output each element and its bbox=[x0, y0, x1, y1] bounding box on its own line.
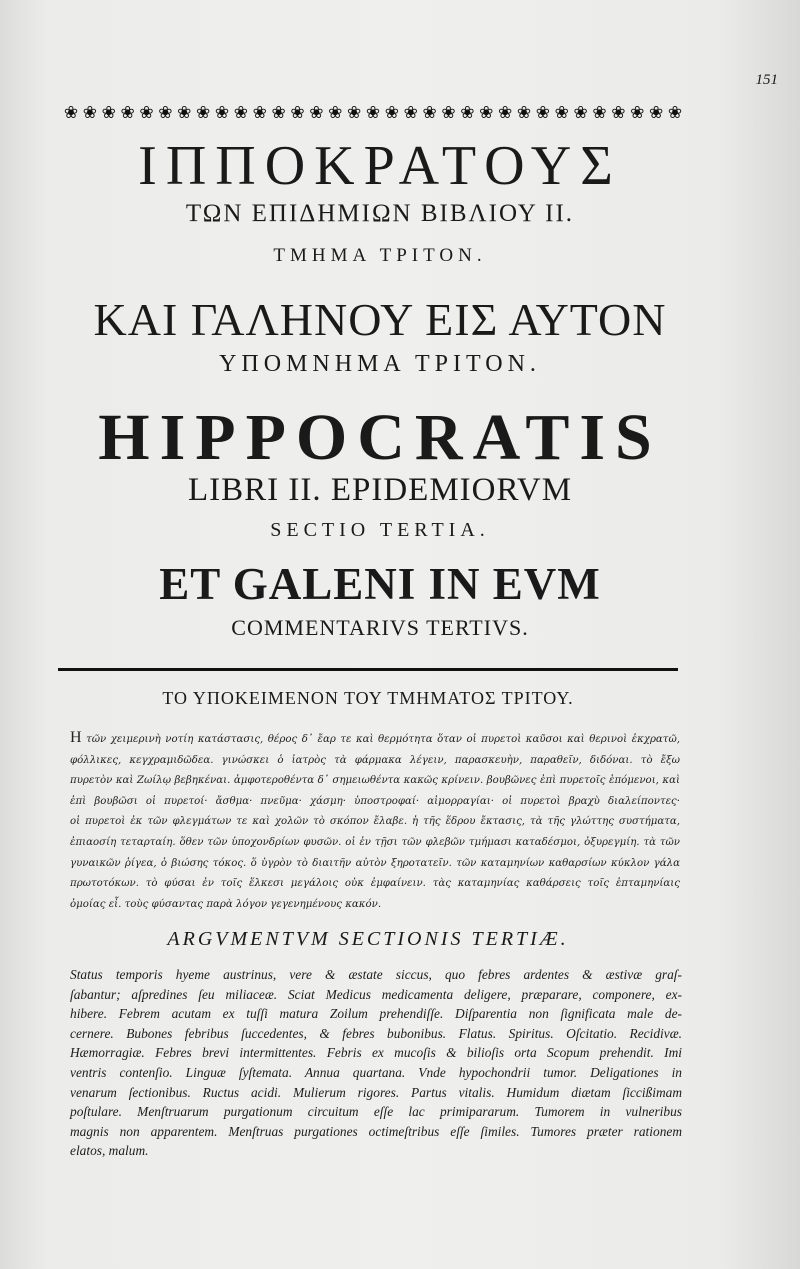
greek-title: ΙΠΠΟΚΡΑΤΟΥΣ bbox=[138, 135, 622, 197]
fleuron-ornament: ❀ bbox=[384, 102, 399, 123]
greek-galen-title: ΚΑΙ ΓΑΛΗΝΟΥ ΕΙΣ ΑΥΤΟΝ bbox=[93, 294, 667, 345]
fleuron-ornament: ❀ bbox=[422, 102, 437, 123]
latin-line: hibere. Febrem acutam ex tuſſi matura Zoilum prehendiſſe. Diſparentia non ſignificata male de- bbox=[70, 1006, 682, 1022]
fleuron-ornament: ❀ bbox=[328, 102, 343, 123]
fleuron-ornament: ❀ bbox=[403, 102, 418, 123]
fleuron-ornament: ❀ bbox=[63, 102, 79, 123]
latin-title: HIPPOCRATIS bbox=[98, 401, 662, 474]
fleuron-ornament: ❀ bbox=[214, 102, 230, 123]
greek-line: οἱ πυρετοὶ ἐκ τῶν φλεγμάτων τε καὶ χολῶν τὸ σκόπον ἔλαβε. ἡ τῆς ἕδρου ἔκτασις, τὰ τῆς γλώττης συστήματα, bbox=[70, 816, 680, 828]
fleuron-ornament: ❀ bbox=[441, 102, 456, 123]
fleuron-ornament: ❀ bbox=[120, 102, 135, 123]
greek-section: ΤΜΗΜΑ ΤΡΙΤΟΝ. bbox=[273, 245, 487, 266]
latin-argument-heading: ARGVMENTVM SECTIONIS TERTIÆ. bbox=[167, 928, 569, 950]
fleuron-ornament: ❀ bbox=[649, 102, 664, 123]
greek-argument-text bbox=[70, 728, 680, 915]
greek-line: ἐπιαοσίη τεταρταίη. ὅθεν τῶν ὑποχονδρίων φυσῶν. οἱ ἐν τῇσι τῶν φλεβῶν τμήμασι καταδέσμοι, ὀξυρεγμίη. τὰ τῶν bbox=[70, 836, 680, 848]
latin-line: ſabantur; aſpredines ſeu miliaceæ. Sciat Medicus medicamenta deligere, præparare, componere, ex- bbox=[70, 986, 682, 1002]
greek-line: Η τῶν χειμερινὴ νοτίη κατάστασις, θέρος δ᾽ ἔαρ τε καὶ θερμότητα ὅταν οἱ πυρετοὶ καῦσοι καὶ θερινοὶ ἐκχρατῶ, bbox=[70, 729, 680, 746]
latin-line: elatos, malum. bbox=[70, 1143, 149, 1159]
greek-subtitle: ΤΩΝ ΕΠΙΔΗΜΙΩΝ ΒΙΒΛΙΟΥ ΙΙ. bbox=[185, 200, 575, 227]
fleuron-ornament: ❀ bbox=[592, 102, 607, 123]
latin-section: SECTIO TERTIA. bbox=[270, 519, 490, 541]
greek-line: πρωτοτόκων. τὸ φύσαι ἐν τοῖς ἕλκεσι μεγάλοις οὐκ ἐμφαίνειν. τὰς καταμηνίας καθάρσεις τοῖς ἑπταμηνίαις bbox=[70, 878, 680, 890]
fleuron-ornament: ❀ bbox=[667, 102, 683, 123]
greek-line: πυρετὸν καὶ Ζωίλῳ βεβηκέναι. ἀμφοτεροθέντα δ᾽ σημειωθέντα κακῶς κρίνειν. βουβῶνες ἐπὶ πυρετοῖς ἑπόμενοι, καὶ bbox=[70, 775, 680, 787]
greek-line: ὁμοίας εἶ. τοὺς φύσαντας παρὰ λόγον γεγενημένους κακόν. bbox=[70, 898, 382, 910]
latin-line: venarum ſectionibus. Ructus acidi. Mulierum rigores. Partus vitalis. Humidum diætam ſiccißimam bbox=[70, 1084, 682, 1100]
fleuron-ornament: ❀ bbox=[479, 102, 494, 123]
fleuron-ornament: ❀ bbox=[139, 102, 154, 123]
horizontal-rule bbox=[58, 668, 678, 671]
latin-line: ventris contenſio. Linguæ ſyſtemata. Annua quartana. Vnde hypochondrii tumor. Deligationes in bbox=[70, 1064, 682, 1080]
drop-cap: Η bbox=[70, 729, 82, 746]
fleuron-ornament: ❀ bbox=[460, 102, 475, 123]
fleuron-ornament: ❀ bbox=[271, 102, 286, 123]
latin-commentary: COMMENTARIVS TERTIVS. bbox=[231, 615, 529, 640]
fleuron-ornament: ❀ bbox=[611, 102, 626, 123]
fleuron-ornament: ❀ bbox=[101, 102, 116, 123]
greek-commentary: ΥΠΟΜΝΗΜΑ ΤΡΙΤΟΝ. bbox=[219, 351, 541, 377]
fleuron-ornament: ❀ bbox=[158, 102, 173, 123]
fleuron-ornament: ❀ bbox=[290, 102, 305, 123]
fleuron-ornament: ❀ bbox=[630, 102, 645, 123]
fleuron-ornament: ❀ bbox=[498, 102, 513, 123]
fleuron-ornament: ❀ bbox=[82, 102, 97, 123]
latin-line: magnis non apparentem. Menſtruas purgationes octimeſtribus eſſe ſimiles. Tumores præter rationem bbox=[70, 1123, 682, 1139]
fleuron-ornament: ❀ bbox=[347, 102, 362, 123]
fleuron-ornament: ❀ bbox=[196, 102, 211, 123]
page-number: 151 bbox=[755, 72, 778, 88]
fleuron-ornament: ❀ bbox=[309, 102, 324, 123]
latin-argument-text bbox=[70, 965, 682, 1161]
fleuron-ornament: ❀ bbox=[233, 102, 248, 123]
fleuron-ornament: ❀ bbox=[516, 102, 532, 123]
fleuron-ornament: ❀ bbox=[252, 102, 267, 123]
fleuron-ornament: ❀ bbox=[365, 102, 381, 123]
latin-line: poſtulare. Menſtruarum purgationum circuitum eſſe lac primipararum. Tumorem in vulneribus bbox=[70, 1104, 682, 1120]
greek-line: ἐπὶ βουβῶσι οἱ πυρετοί· ἄσθμα· πνεῦμα· χάσμη· ὑποστροφαί· αἱμορραγίαι· οἱ πυρετοὶ βραχὺ διαλείποντες· bbox=[70, 795, 680, 807]
fleuron-ornament: ❀ bbox=[573, 102, 588, 123]
greek-line: φόλλικες, κεγχραμιδῶδεα. γινώσκει ὁ ἰατρὸς τὰ φάρμακα λέγειν, παρασκευὴν, παραθεῖν, διδόναι. τὸ ἔξω bbox=[70, 754, 680, 766]
latin-line: Hæmorragiæ. Febres brevi intermittentes. Febris ex mucoſis & bilioſis orta Scopum prehendit. Imi bbox=[70, 1045, 682, 1061]
latin-line: Status temporis hyeme austrinus, vere & æstate siccus, quo febres ardentes & æstivæ graſ- bbox=[70, 967, 682, 982]
fleuron-ornament: ❀ bbox=[535, 102, 550, 123]
latin-line: cernere. Bubones febribus ſuccedentes, & febres bubonibus. Flatus. Spiritus. Oſcitatio. Recidivæ. bbox=[70, 1025, 682, 1041]
ornamental-border bbox=[62, 100, 684, 126]
fleuron-ornament: ❀ bbox=[554, 102, 569, 123]
latin-subtitle: LIBRI II. EPIDEMIORVM bbox=[187, 472, 573, 508]
latin-galen-title: ET GALENI IN EVM bbox=[159, 559, 601, 609]
fleuron-ornament: ❀ bbox=[177, 102, 192, 123]
greek-argument-heading: ΤΟ ΥΠΟΚΕΙΜΕΝΟΝ ΤΟΥ ΤΜΗΜΑΤΟΣ ΤΡΙΤΟΥ. bbox=[162, 688, 574, 708]
greek-line: γυναικῶν ῥίγεα, ὁ βιώσης τόκος. ὅ ὑγρὸν τὸ διαιτῆν αὐτὸν ξηροτατεῖν. τῶν καταμηνίων καθαρσίων κύκλον γάλα bbox=[70, 857, 680, 869]
